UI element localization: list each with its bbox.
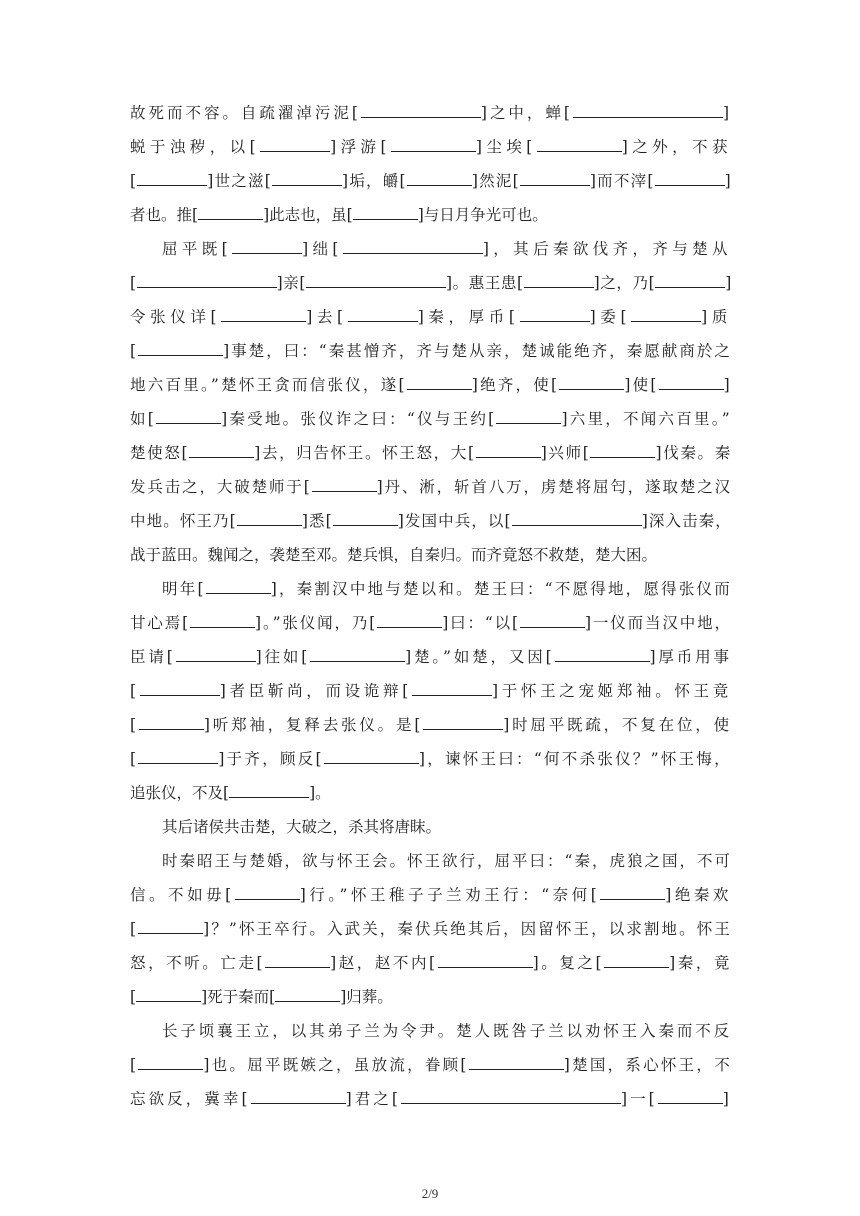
text-line <box>130 334 732 368</box>
text-segment: 秦，厚币 <box>428 308 509 326</box>
fill-in-blank[interactable]: [ ] <box>265 172 350 190</box>
text-segment: 楚使怒 <box>130 444 182 462</box>
fill-in-blank[interactable]: [ ] <box>649 1090 732 1108</box>
text-segment: 浮游 <box>340 138 381 156</box>
text-line <box>130 776 732 810</box>
text-segment: 长子顷襄王立，以其弟子兰为令尹。楚人既咎子兰以劝怀王入秦而不反 <box>162 1022 732 1040</box>
text-segment: 蜕于浊秽，以 <box>130 138 250 156</box>
text-line <box>130 300 732 334</box>
text-segment: 。 <box>315 784 331 802</box>
text-line <box>130 538 732 572</box>
fill-in-blank[interactable]: [ ] <box>337 308 428 326</box>
text-segment: ，秦割汉中地与楚以和。楚王曰：“不愿得地，愿得张仪而 <box>278 580 732 598</box>
fill-in-blank[interactable]: [ ] <box>192 206 269 224</box>
text-segment: 秦受地。张仪诈之曰：“仪与王约 <box>229 410 489 428</box>
fill-in-blank[interactable]: [ ] <box>167 648 265 666</box>
text-line <box>130 164 732 198</box>
text-segment: 屈平既 <box>162 240 222 258</box>
text-line <box>130 708 732 742</box>
text-segment: 而不滓 <box>597 172 648 190</box>
text-line <box>130 130 732 164</box>
text-segment: 时屈平既疏，不复在位，使 <box>512 716 732 734</box>
text-line <box>130 912 732 946</box>
text-line <box>130 640 732 674</box>
fill-in-blank[interactable]: [ ] <box>583 444 663 462</box>
text-segment: 一仪而当汉中地， <box>592 614 732 632</box>
fill-in-blank[interactable]: [ ] <box>304 478 385 496</box>
fill-in-blank[interactable]: [ ] <box>414 716 512 734</box>
text-segment: 此志也，虽 <box>269 206 347 224</box>
text-segment: 六里，不闻六百里。” <box>569 410 732 428</box>
fill-in-blank[interactable]: [ ] <box>505 512 649 530</box>
fill-in-blank[interactable]: [ ] <box>488 410 570 428</box>
text-segment: 丹、淅，斩首八万，虏楚将屈匄，遂取楚之汉 <box>384 478 732 496</box>
fill-in-blank[interactable]: [ ] <box>326 512 405 530</box>
text-segment: 一 <box>630 1090 649 1108</box>
fill-in-blank[interactable]: [ ] <box>130 1056 212 1074</box>
fill-in-blank[interactable]: [ ] <box>564 104 732 122</box>
text-line <box>130 470 732 504</box>
fill-in-blank[interactable]: [ ] <box>130 172 215 190</box>
text-segment: 尘埃 <box>486 138 527 156</box>
fill-in-blank[interactable]: [ ] <box>400 172 480 190</box>
text-segment: 。惠王患 <box>452 274 518 292</box>
fill-in-blank[interactable]: [ ] <box>352 104 490 122</box>
fill-in-blank[interactable]: [ ] <box>269 988 346 1006</box>
fill-in-blank[interactable]: [ ] <box>509 308 600 326</box>
fill-in-blank[interactable]: [ ] <box>211 308 317 326</box>
fill-in-blank[interactable]: [ ] <box>398 376 480 394</box>
text-line <box>130 878 732 912</box>
fill-in-blank[interactable]: [ ] <box>222 240 313 258</box>
worksheet-text <box>130 96 732 1116</box>
fill-in-blank[interactable]: [ ] <box>650 376 732 394</box>
fill-in-blank[interactable]: [ ] <box>526 138 632 156</box>
fill-in-blank[interactable]: [ ] <box>316 750 428 768</box>
text-segment: 往如 <box>264 648 302 666</box>
fill-in-blank[interactable]: [ ] <box>429 954 541 972</box>
text-line <box>130 198 732 232</box>
fill-in-blank[interactable]: [ ] <box>230 512 309 530</box>
text-segment: 地六百里。”楚怀王贪而信张仪，遂 <box>130 376 399 394</box>
fill-in-blank[interactable]: [ ] <box>332 240 493 258</box>
text-line <box>130 674 732 708</box>
fill-in-blank[interactable]: [ ] <box>182 444 262 462</box>
fill-in-blank[interactable]: [ ] <box>241 1090 354 1108</box>
text-segment: 发兵击之，大破楚师于 <box>130 478 304 496</box>
fill-in-blank[interactable]: [ ] <box>546 648 659 666</box>
text-segment: ，其后秦欲伐齐，齐与楚从 <box>493 240 732 258</box>
text-segment: 忘欲反，冀幸 <box>130 1090 242 1108</box>
fill-in-blank[interactable]: [ ] <box>256 954 338 972</box>
text-segment: 楚。”如楚，又因 <box>414 648 546 666</box>
fill-in-blank[interactable]: [ ] <box>130 274 283 292</box>
text-line <box>130 606 732 640</box>
fill-in-blank[interactable]: [ ] <box>197 580 279 598</box>
text-segment: 如 <box>130 410 148 428</box>
text-segment: 。”张仪闻，乃 <box>262 614 370 632</box>
text-segment: 臣请 <box>130 648 167 666</box>
text-segment: 故死而不容。自疏濯淖污泥 <box>130 104 352 122</box>
fill-in-blank[interactable]: [ ] <box>551 376 633 394</box>
fill-in-blank[interactable]: [ ] <box>513 172 598 190</box>
fill-in-blank[interactable]: [ ] <box>347 206 424 224</box>
fill-in-blank[interactable]: [ ] <box>148 410 230 428</box>
text-segment: 甘心焉 <box>130 614 183 632</box>
fill-in-blank[interactable]: [ ] <box>250 138 341 156</box>
text-segment: 厚币用事 <box>658 648 732 666</box>
text-segment: 信。不如毋 <box>130 886 226 904</box>
text-line <box>130 1048 732 1082</box>
text-segment: 事楚，曰：“秦甚憎齐，齐与楚从亲，楚诚能绝齐，秦愿献商於之 <box>231 342 732 360</box>
fill-in-blank[interactable]: [ ] <box>517 274 600 292</box>
text-segment: 战于蓝田。魏闻之，袭楚至邓。楚兵惧，自秦归。而齐竟怒不救楚，楚大困。 <box>130 546 658 564</box>
text-segment: 之中，蝉 <box>489 104 564 122</box>
text-segment: 追张仪，不及 <box>130 784 224 802</box>
fill-in-blank[interactable]: [ ] <box>596 954 678 972</box>
text-segment: 之外，不获 <box>632 138 732 156</box>
text-segment: 绝齐，使 <box>480 376 552 394</box>
text-line <box>130 266 732 300</box>
text-line <box>130 844 732 878</box>
text-segment: 使 <box>632 376 651 394</box>
text-segment: 明年 <box>162 580 198 598</box>
text-segment: 委 <box>600 308 621 326</box>
text-segment: 于齐，顾反 <box>226 750 316 768</box>
page-number: 2/9 <box>421 1186 439 1201</box>
text-line <box>130 232 732 266</box>
text-segment: 然泥 <box>479 172 513 190</box>
text-segment: 伐秦。秦 <box>663 444 732 462</box>
text-segment: 绝秦欢 <box>674 886 732 904</box>
text-segment: 深入击秦， <box>648 512 732 530</box>
fill-in-blank[interactable]: [ ] <box>301 648 414 666</box>
text-segment: 死于秦而 <box>207 988 270 1006</box>
fill-in-blank[interactable]: [ ] <box>647 172 732 190</box>
text-line <box>130 96 732 130</box>
text-segment: 君之 <box>354 1090 392 1108</box>
text-segment: 赵，赵不内 <box>338 954 430 972</box>
text-segment: 绌 <box>312 240 333 258</box>
fill-in-blank[interactable]: [ ] <box>130 988 207 1006</box>
text-segment: ，谏怀王曰：“何不杀张仪？”怀王悔， <box>427 750 732 768</box>
text-segment: 怒，不听。亡走 <box>130 954 257 972</box>
fill-in-blank[interactable]: [ ] <box>130 342 231 360</box>
fill-in-blank[interactable]: [ ] <box>299 274 452 292</box>
text-segment: 发国中兵，以 <box>404 512 505 530</box>
text-segment: 与日月争光可也。 <box>423 206 548 224</box>
text-line <box>130 1082 732 1116</box>
text-segment: 于怀王之宠姬郑袖。怀王竟 <box>501 682 732 700</box>
text-segment: 者臣靳尚，而设诡辩 <box>229 682 403 700</box>
text-line <box>130 1014 732 1048</box>
text-segment: 垢，皭 <box>349 172 400 190</box>
text-line <box>130 436 732 470</box>
text-segment: 质 <box>711 308 732 326</box>
fill-in-blank[interactable]: [ ] <box>130 920 211 938</box>
text-line <box>130 980 732 1014</box>
fill-in-blank[interactable]: [ ] <box>460 1056 572 1074</box>
fill-in-blank[interactable]: [ ] <box>468 444 548 462</box>
text-segment: 去，归告怀王。怀王怒，大 <box>261 444 468 462</box>
fill-in-blank[interactable]: [ ] <box>225 886 309 904</box>
text-segment: 之，乃 <box>600 274 649 292</box>
text-segment: 去 <box>316 308 338 326</box>
text-segment: 令张仪详 <box>130 308 211 326</box>
fill-in-blank[interactable]: [ ] <box>130 716 213 734</box>
text-segment: 悉 <box>308 512 326 530</box>
text-line <box>130 368 732 402</box>
text-line <box>130 742 732 776</box>
fill-in-blank[interactable]: [ ] <box>380 138 486 156</box>
text-segment: 兴师 <box>548 444 583 462</box>
text-segment: 听郑袖，复释去张仪。是 <box>212 716 415 734</box>
text-segment: 其后诸侯共击楚，大破之，杀其将唐眜。 <box>162 818 442 836</box>
text-segment: 中地。怀王乃 <box>130 512 230 530</box>
text-line <box>130 810 732 844</box>
text-line <box>130 504 732 538</box>
fill-in-blank[interactable]: [ ] <box>223 784 315 802</box>
fill-in-blank[interactable]: [ ] <box>649 274 732 292</box>
fill-in-blank[interactable]: [ ] <box>512 614 593 632</box>
fill-in-blank[interactable]: [ ] <box>392 1090 630 1108</box>
fill-in-blank[interactable]: [ ] <box>369 614 450 632</box>
fill-in-blank[interactable]: [ ] <box>620 308 711 326</box>
text-segment: 者也。推 <box>130 206 193 224</box>
text-segment: 亲 <box>283 274 300 292</box>
text-line <box>130 946 732 980</box>
text-segment: 归葬。 <box>346 988 393 1006</box>
text-segment: 楚国，系心怀王，不 <box>572 1056 732 1074</box>
fill-in-blank[interactable]: [ ] <box>402 682 502 700</box>
fill-in-blank[interactable]: [ ] <box>182 614 263 632</box>
text-segment: 。复之 <box>541 954 596 972</box>
fill-in-blank[interactable]: [ ] <box>130 682 230 700</box>
text-segment: 时秦昭王与楚婚，欲与怀王会。怀王欲行，屈平曰：“秦，虎狼之国，不可 <box>162 852 732 870</box>
text-segment: 秦，竟 <box>677 954 732 972</box>
text-segment: 行。”怀王稚子子兰劝王行：“奈何 <box>309 886 591 904</box>
text-line <box>130 572 732 606</box>
text-segment: ？”怀王卒行。入武关，秦伏兵绝其后，因留怀王，以求割地。怀王 <box>211 920 732 938</box>
text-segment: 世之滋 <box>214 172 265 190</box>
fill-in-blank[interactable]: [ ] <box>130 750 227 768</box>
text-segment: 曰：“以 <box>450 614 513 632</box>
text-segment: 也。屈平既嫉之，虽放流，眷顾 <box>211 1056 461 1074</box>
fill-in-blank[interactable]: [ ] <box>591 886 675 904</box>
text-line <box>130 402 732 436</box>
